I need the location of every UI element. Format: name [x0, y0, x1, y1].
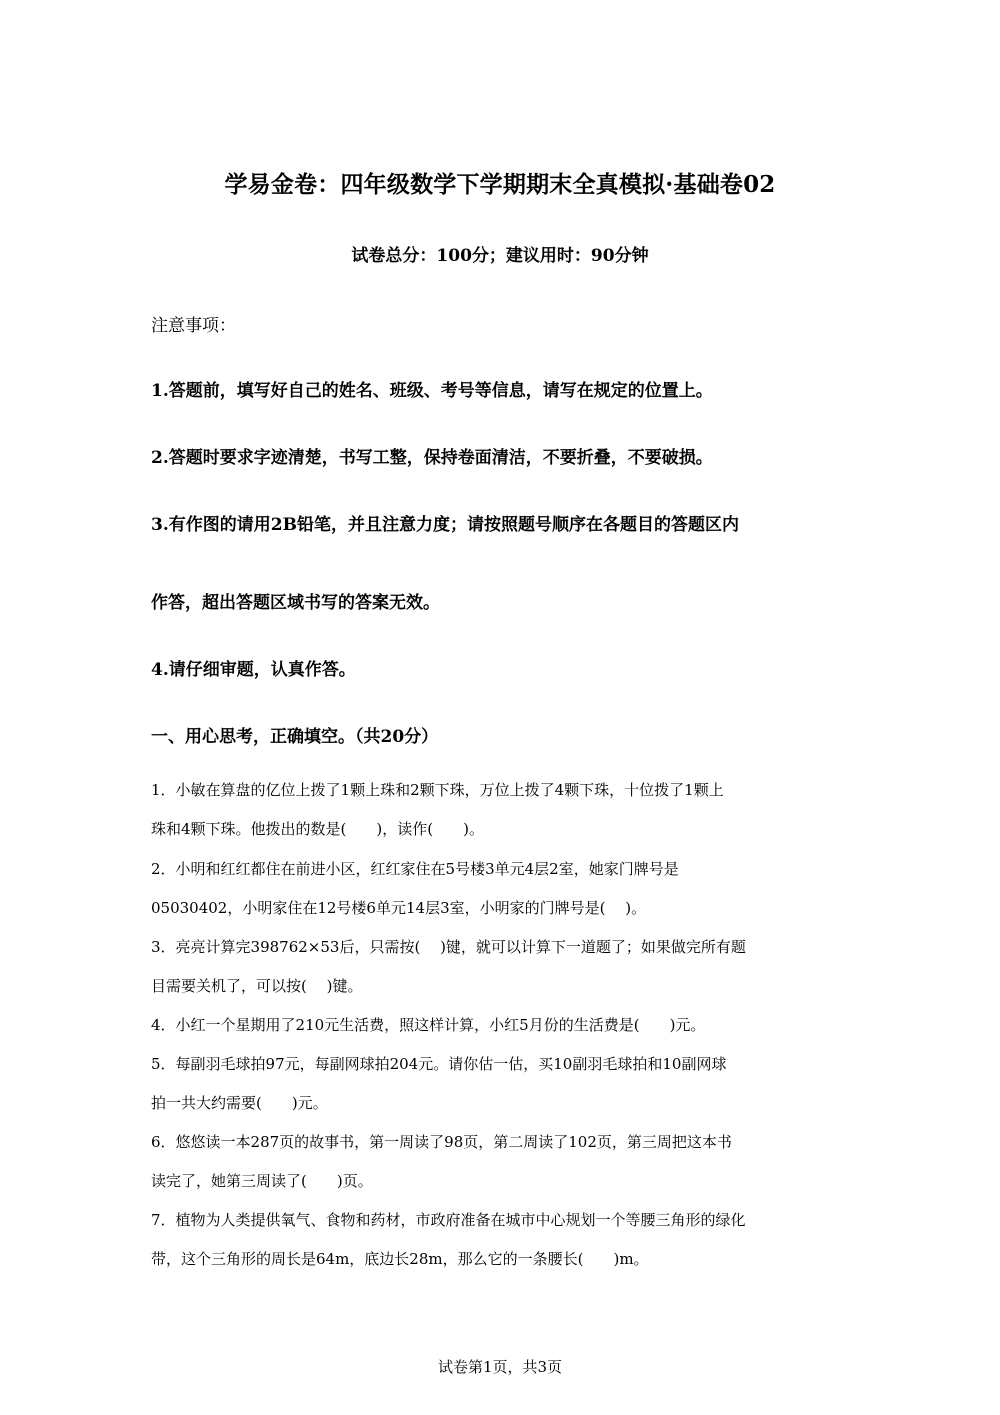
notice-item-1: 1.答题前，填写好自己的姓名、班级、考号等信息，请写在规定的位置上。 — [151, 381, 713, 401]
notice-heading: 注意事项： — [151, 316, 236, 336]
document-subtitle: 试卷总分：100分；建议用时：90分钟 — [351, 246, 649, 266]
question-5-line-1: 5．每副羽毛球拍97元，每副网球拍204元。请你估一估，买10副羽毛球拍和10副网球 — [151, 1055, 727, 1073]
question-5-line-2: 拍一共大约需要( )元。 — [151, 1094, 328, 1112]
page-footer: 试卷第1页，共3页 — [437, 1358, 563, 1376]
question-2-line-2: 05030402，小明家住在12号楼6单元14层3室，小明家的门牌号是( )。 — [151, 899, 647, 917]
notice-item-4: 4.请仔细审题，认真作答。 — [151, 660, 356, 680]
notice-item-3: 3.有作图的请用2B铅笔，并且注意力度；请按照题号顺序在各题目的答题区内 — [151, 515, 739, 535]
question-2-line-1: 2．小明和红红都住在前进小区，红红家住在5号楼3单元4层2室，她家门牌号是 — [151, 860, 679, 878]
section-heading: 一、用心思考，正确填空。（共20分） — [151, 727, 439, 747]
question-3-line-1: 3．亮亮计算完398762×53后，只需按( )键，就可以计算下一道题了；如果做完所有题 — [151, 938, 746, 956]
notice-item-2: 2.答题时要求字迹清楚，书写工整，保持卷面清洁，不要折叠，不要破损。 — [151, 448, 713, 468]
question-7-line-2: 带，这个三角形的周长是64m，底边长28m，那么它的一条腰长( )m。 — [151, 1250, 649, 1268]
question-6-line-2: 读完了，她第三周读了( )页。 — [151, 1172, 373, 1190]
question-3-line-2: 目需要关机了，可以按( )键。 — [151, 977, 363, 995]
question-1-line-1: 1．小敏在算盘的亿位上拨了1颗上珠和2颗下珠，万位上拨了4颗下珠，十位拨了1颗上 — [151, 781, 724, 799]
question-6-line-1: 6．悠悠读一本287页的故事书，第一周读了98页，第二周读了102页，第三周把这本书 — [151, 1133, 732, 1151]
document-title: 学易金卷：四年级数学下学期期末全真模拟·基础卷02 — [224, 171, 776, 198]
question-7-line-1: 7．植物为人类提供氧气、食物和药材，市政府准备在城市中心规划一个等腰三角形的绿化 — [151, 1211, 746, 1229]
notice-item-3-continued: 作答，超出答题区域书写的答案无效。 — [151, 593, 440, 613]
question-4-line-1: 4．小红一个星期用了210元生活费，照这样计算，小红5月份的生活费是( )元。 — [151, 1016, 706, 1034]
question-1-line-2: 珠和4颗下珠。他拨出的数是( )，读作( )。 — [151, 820, 484, 838]
